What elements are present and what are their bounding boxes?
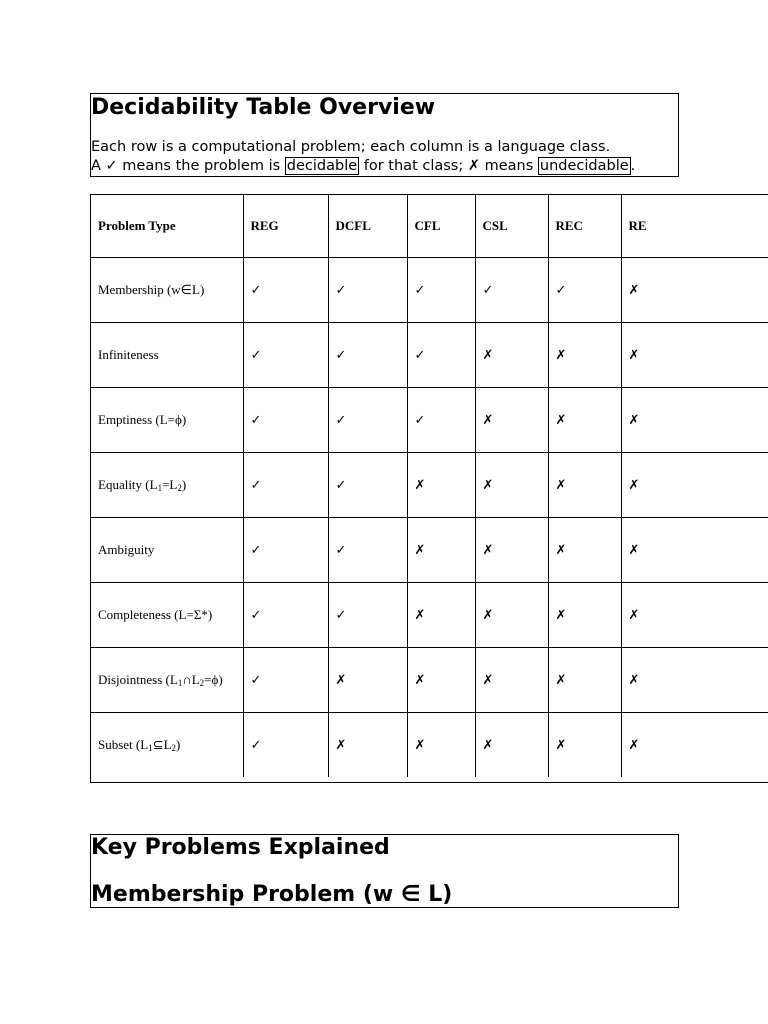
decidability-mark-cell: ✗	[328, 648, 407, 713]
intro-line-2	[91, 157, 635, 176]
problem-text-part: Disjointness (L	[98, 672, 178, 687]
header-rec: REC	[548, 195, 621, 258]
intro-box	[90, 93, 679, 177]
decidability-mark-cell: ✗	[621, 648, 768, 713]
header-reg: REG	[243, 195, 328, 258]
table-row	[91, 648, 768, 713]
membership-problem-heading: Membership Problem (w ∈ L)	[91, 882, 453, 907]
problem-type-cell	[91, 648, 243, 713]
header-re: RE	[621, 195, 768, 258]
decidability-mark-cell: ✗	[407, 453, 475, 518]
problem-text-part: Equality (L	[98, 477, 158, 492]
table-row	[91, 258, 768, 323]
decidability-mark-cell: ✓	[243, 258, 328, 323]
decidability-mark-cell: ✓	[548, 258, 621, 323]
decidability-mark-cell: ✗	[548, 713, 621, 778]
subscript: 2	[199, 678, 205, 688]
problem-type-cell: Membership (w∈L)	[91, 258, 243, 323]
decidability-mark-cell: ✗	[407, 583, 475, 648]
decidability-mark-cell: ✓	[407, 323, 475, 388]
header-dcfl: DCFL	[328, 195, 407, 258]
subscript: 1	[148, 743, 153, 753]
decidability-mark-cell: ✓	[328, 453, 407, 518]
decidability-mark-cell: ✗	[621, 453, 768, 518]
subscript: 1	[177, 678, 183, 688]
problem-text-part: )	[181, 477, 187, 492]
decidability-mark-cell: ✗	[548, 648, 621, 713]
decidability-mark-cell: ✗	[407, 518, 475, 583]
problem-text-part: ⊆L	[152, 737, 172, 752]
decidability-mark-cell: ✗	[407, 713, 475, 778]
decidability-mark-cell: ✗	[621, 323, 768, 388]
decidability-mark-cell: ✓	[243, 648, 328, 713]
decidability-mark-cell: ✗	[328, 713, 407, 778]
header-cfl: CFL	[407, 195, 475, 258]
problem-text-part: ∩L	[182, 672, 200, 687]
table-header-row	[91, 195, 768, 258]
decidability-mark-cell: ✓	[328, 258, 407, 323]
decidability-mark-cell: ✗	[475, 518, 548, 583]
decidability-mark-cell: ✓	[407, 388, 475, 453]
problem-text-part: =L	[162, 477, 178, 492]
subscript: 2	[171, 743, 177, 753]
decidability-mark-cell: ✓	[407, 258, 475, 323]
decidability-mark-cell: ✗	[475, 583, 548, 648]
problem-text-part: Subset (L	[98, 737, 149, 752]
table-row	[91, 323, 768, 388]
header-csl: CSL	[475, 195, 548, 258]
subscript: 1	[157, 483, 163, 493]
decidability-mark-cell: ✗	[475, 323, 548, 388]
header-problem-type: Problem Type	[91, 195, 243, 258]
decidability-mark-cell: ✓	[328, 388, 407, 453]
table-row	[91, 518, 768, 583]
decidability-mark-cell: ✓	[328, 323, 407, 388]
decidability-mark-cell: ✗	[621, 518, 768, 583]
key-problems-heading: Key Problems Explained	[91, 835, 390, 860]
decidability-mark-cell: ✓	[243, 713, 328, 778]
decidability-mark-cell: ✗	[621, 713, 768, 778]
table-row	[91, 583, 768, 648]
decidability-mark-cell: ✓	[243, 518, 328, 583]
table-body	[91, 258, 768, 778]
decidability-mark-cell: ✓	[243, 453, 328, 518]
problem-type-cell	[91, 453, 243, 518]
decidable-term: decidable	[286, 158, 358, 174]
decidability-mark-cell: ✗	[475, 648, 548, 713]
decidability-mark-cell: ✗	[621, 388, 768, 453]
problem-type-cell: Ambiguity	[91, 518, 243, 583]
decidability-mark-cell: ✗	[475, 713, 548, 778]
decidability-mark-cell: ✗	[621, 583, 768, 648]
decidability-mark-cell: ✗	[621, 258, 768, 323]
decidability-mark-cell: ✗	[548, 388, 621, 453]
decidability-mark-cell: ✓	[243, 323, 328, 388]
decidability-mark-cell: ✗	[475, 453, 548, 518]
decidability-mark-cell: ✓	[328, 583, 407, 648]
table-row	[91, 453, 768, 518]
problem-type-cell: Infiniteness	[91, 323, 243, 388]
table-row	[91, 388, 768, 453]
decidability-table-container	[90, 194, 768, 783]
problem-type-cell: Emptiness (L=ϕ)	[91, 388, 243, 453]
problem-text-part: =ϕ)	[204, 672, 223, 687]
problem-type-cell	[91, 713, 243, 778]
page-title: Decidability Table Overview	[91, 95, 436, 120]
decidability-mark-cell: ✗	[475, 388, 548, 453]
decidability-mark-cell: ✗	[548, 583, 621, 648]
intro-line-2-mid: for that class; ✗ means	[359, 158, 538, 174]
decidability-mark-cell: ✓	[475, 258, 548, 323]
decidability-mark-cell: ✗	[548, 518, 621, 583]
subscript: 2	[177, 483, 182, 493]
decidability-mark-cell: ✓	[243, 388, 328, 453]
intro-line-2-suffix: .	[630, 158, 636, 174]
key-problems-box	[90, 834, 679, 908]
intro-line-2-prefix: A ✓ means the problem is	[91, 158, 285, 174]
decidability-mark-cell: ✗	[407, 648, 475, 713]
decidability-mark-cell: ✓	[243, 583, 328, 648]
decidability-mark-cell: ✓	[328, 518, 407, 583]
problem-type-cell: Completeness (L=Σ*)	[91, 583, 243, 648]
decidability-mark-cell: ✗	[548, 323, 621, 388]
undecidable-term: undecidable	[539, 158, 629, 174]
problem-text-part: )	[176, 737, 181, 752]
intro-line-1: Each row is a computational problem; each column is a language class.	[91, 139, 611, 155]
table-row	[91, 713, 768, 778]
decidability-mark-cell: ✗	[548, 453, 621, 518]
decidability-table	[91, 195, 768, 777]
